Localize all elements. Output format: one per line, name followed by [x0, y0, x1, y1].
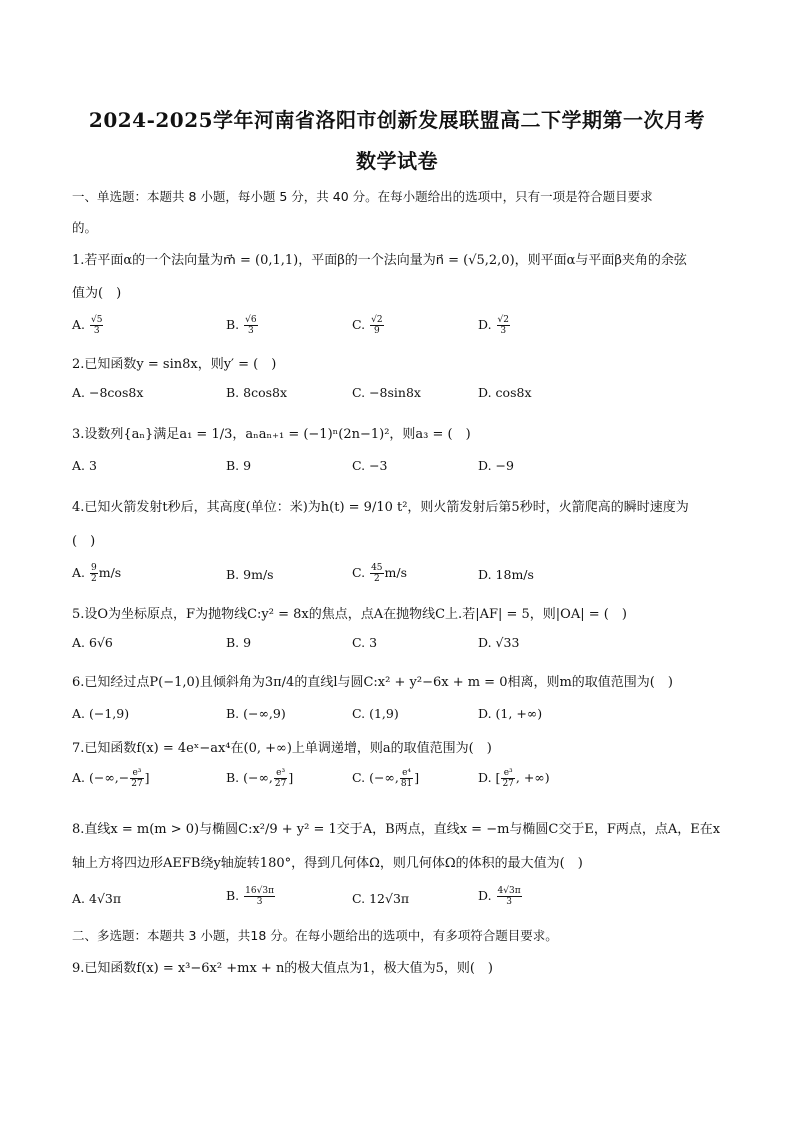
q3-option-a	[72, 458, 97, 473]
fraction-numerator: √2	[371, 315, 383, 325]
option-text: −3	[369, 458, 388, 473]
fraction	[400, 768, 413, 789]
q1-stem-line1: 1.若平面α的一个法向量为m⃗ = (0,1,1)，平面β的一个法向量为n⃗ = (√5,2,0)，则平面α与平面β夹角的余弦	[72, 253, 687, 268]
fraction-numerator: e³	[501, 768, 514, 779]
q1-stem-line2: 值为( )	[72, 286, 122, 301]
section2-heading: 二、多选题：本题共 3 小题，共18 分。在每小题给出的选项中，有多项符合题目要求。	[72, 928, 558, 943]
option-label: B.	[226, 317, 240, 332]
q2-stem: 2.已知函数y = sin8x，则y′ = ( )	[72, 357, 277, 372]
q6-stem: 6.已知经过点P(−1,0)且倾斜角为3π/4的直线l与圆C:x² + y²−6x + m = 0相离，则m的取值范围为( )	[72, 675, 673, 690]
fraction-numerator: 16√3π	[245, 886, 274, 896]
q5-stem: 5.设O为坐标原点，F为抛物线C:y² = 8x的焦点，点A在抛物线C上.若|AF| = 5，则|OA| = ( )	[72, 607, 627, 622]
q2-option-b	[226, 385, 287, 400]
q4-stem-line1: 4.已知火箭发射t秒后，其高度(单位：米)为h(t) = 9/10 t²，则火箭发射后第5秒时，火箭爬高的瞬时速度为	[72, 500, 689, 515]
option-label: B.	[226, 458, 240, 473]
fraction	[90, 563, 98, 584]
q4-option-c	[352, 563, 407, 584]
option-text: −9	[495, 458, 514, 473]
fraction	[130, 768, 143, 789]
option-text: (−∞,9)	[243, 706, 286, 721]
option-text: m/s	[384, 565, 408, 580]
q5-option-a	[72, 635, 113, 650]
option-label: C.	[352, 565, 366, 580]
fraction-denominator: 81	[400, 779, 413, 789]
q7-option-d	[478, 768, 550, 789]
fraction-numerator: e³	[130, 768, 143, 779]
q7-option-b	[226, 768, 293, 789]
option-label: D.	[478, 888, 492, 903]
q3-option-c	[352, 458, 388, 473]
q8-stem-line1: 8.直线x = m(m > 0)与椭圆C:x²/9 + y² = 1交于A，B两点，直线x = −m与椭圆C交于E，F两点，点A，E在x	[72, 822, 721, 837]
option-text: ]	[414, 770, 420, 785]
option-label: C.	[352, 706, 366, 721]
fraction-denominator: 3	[506, 897, 512, 907]
fraction-denominator: 3	[248, 326, 254, 336]
option-text: ]	[288, 770, 294, 785]
q6-option-a	[72, 706, 129, 721]
q3-stem: 3.设数列{aₙ}满足a₁ = 1/3，aₙaₙ₊₁ = (−1)ⁿ(2n−1)²，则a₃ = ( )	[72, 427, 471, 442]
q1-option-d	[478, 315, 511, 336]
q4-option-a	[72, 563, 121, 584]
option-text: −8cos8x	[89, 385, 144, 400]
option-text: 18m/s	[495, 567, 534, 582]
option-label: C.	[352, 385, 366, 400]
option-label: C.	[352, 635, 366, 650]
option-text: (1, +∞)	[495, 706, 543, 721]
q2-option-a	[72, 385, 143, 400]
option-text: , +∞)	[515, 770, 550, 785]
option-label: D.	[478, 385, 492, 400]
option-text: 4√3π	[89, 891, 122, 906]
q9-stem: 9.已知函数f(x) = x³−6x² +mx + n的极大值点为1，极大值为5，则( )	[72, 961, 493, 976]
option-text: 6√6	[89, 635, 113, 650]
option-label: A.	[72, 458, 86, 473]
fraction	[370, 563, 383, 584]
option-text: ]	[144, 770, 150, 785]
fraction	[274, 768, 287, 789]
option-text: 12√3π	[369, 891, 410, 906]
fraction	[497, 886, 522, 907]
option-label: A.	[72, 770, 86, 785]
q3-option-d	[478, 458, 514, 473]
fraction-denominator: 3	[500, 326, 507, 336]
section1-heading-line2: 的。	[72, 220, 98, 235]
fraction-denominator: 27	[274, 779, 287, 789]
option-label: A.	[72, 706, 86, 721]
q4-stem-line2: ( )	[72, 534, 96, 549]
fraction-numerator: 9	[91, 563, 97, 573]
option-label: D.	[478, 567, 492, 582]
option-text: −8sin8x	[369, 385, 421, 400]
option-text: √33	[495, 635, 520, 650]
q1-option-c	[352, 315, 385, 336]
fraction-numerator: √6	[245, 315, 257, 325]
option-label: D.	[478, 770, 492, 785]
option-label: A.	[72, 635, 86, 650]
fraction-numerator: √2	[497, 315, 510, 325]
fraction	[244, 315, 257, 336]
q2-option-d	[478, 385, 532, 400]
fraction-denominator: 2	[373, 574, 380, 584]
option-prefix: (−∞,	[243, 770, 273, 785]
section1-heading-line1: 一、单选题：本题共 8 小题，每小题 5 分，共 40 分。在每小题给出的选项中，只有一项是符合题目要求	[72, 189, 653, 204]
q5-option-c	[352, 635, 377, 650]
q7-option-a	[72, 768, 150, 789]
q1-option-a	[72, 315, 104, 336]
q3-option-b	[226, 458, 251, 473]
option-text: 3	[369, 635, 378, 650]
fraction	[244, 886, 275, 907]
q8-option-d	[478, 886, 523, 907]
exam-title-line1: 2024-2025学年河南省洛阳市创新发展联盟高二下学期第一次月考	[88, 108, 706, 132]
fraction-denominator: 3	[256, 897, 263, 907]
fraction-denominator: 3	[93, 326, 100, 336]
q5-option-b	[226, 635, 251, 650]
option-prefix: (−∞,−	[89, 770, 130, 785]
option-label: A.	[72, 565, 86, 580]
fraction	[90, 315, 103, 336]
fraction-numerator: 4√3π	[497, 886, 521, 896]
q8-option-c	[352, 891, 409, 906]
fraction	[501, 768, 514, 789]
q6-option-c	[352, 706, 399, 721]
option-label: B.	[226, 770, 240, 785]
option-label: D.	[478, 706, 492, 721]
q7-stem: 7.已知函数f(x) = 4eˣ−ax⁴在(0, +∞)上单调递增，则a的取值范围为( )	[72, 741, 492, 756]
option-text: 9	[243, 635, 252, 650]
fraction-denominator: 2	[91, 574, 97, 584]
q6-option-d	[478, 706, 542, 721]
option-label: B.	[226, 567, 240, 582]
fraction	[370, 315, 383, 336]
q8-option-a	[72, 891, 121, 906]
option-label: A.	[72, 317, 86, 332]
option-label: A.	[72, 891, 86, 906]
option-prefix: [	[495, 770, 501, 785]
q7-option-c	[352, 768, 419, 789]
q6-option-b	[226, 706, 286, 721]
fraction	[497, 315, 510, 336]
fraction-denominator: 27	[502, 779, 514, 789]
q8-stem-line2: 轴上方将四边形AEFB绕y轴旋转180°，得到几何体Ω，则几何体Ω的体积的最大值为( )	[72, 856, 583, 871]
fraction-numerator: 45	[371, 563, 383, 573]
option-label: C.	[352, 770, 366, 785]
q4-option-d	[478, 567, 534, 582]
option-text: (−1,9)	[89, 706, 130, 721]
q5-option-d	[478, 635, 519, 650]
fraction-denominator: 9	[373, 326, 380, 336]
q1-option-b	[226, 315, 259, 336]
option-label: B.	[226, 888, 240, 903]
option-prefix: (−∞,	[369, 770, 399, 785]
option-label: C.	[352, 458, 366, 473]
option-label: D.	[478, 635, 492, 650]
option-text: m/s	[98, 565, 122, 580]
fraction-numerator: e³	[274, 768, 287, 779]
option-text: 8cos8x	[243, 385, 288, 400]
option-label: D.	[478, 458, 492, 473]
option-label: B.	[226, 385, 240, 400]
option-text: 9m/s	[243, 567, 274, 582]
option-label: D.	[478, 317, 492, 332]
option-text: 9	[243, 458, 252, 473]
option-label: C.	[352, 317, 366, 332]
option-text: (1,9)	[369, 706, 399, 721]
fraction-numerator: √5	[91, 315, 103, 325]
option-label: A.	[72, 385, 86, 400]
q8-option-b	[226, 886, 276, 907]
exam-title-line2: 数学试卷	[356, 149, 438, 173]
fraction-numerator: e⁴	[400, 768, 413, 779]
option-text: cos8x	[495, 385, 532, 400]
option-label: C.	[352, 891, 366, 906]
q4-option-b	[226, 567, 274, 582]
option-label: B.	[226, 706, 240, 721]
option-label: B.	[226, 635, 240, 650]
option-text: 3	[89, 458, 97, 473]
q2-option-c	[352, 385, 421, 400]
fraction-denominator: 27	[131, 779, 143, 789]
